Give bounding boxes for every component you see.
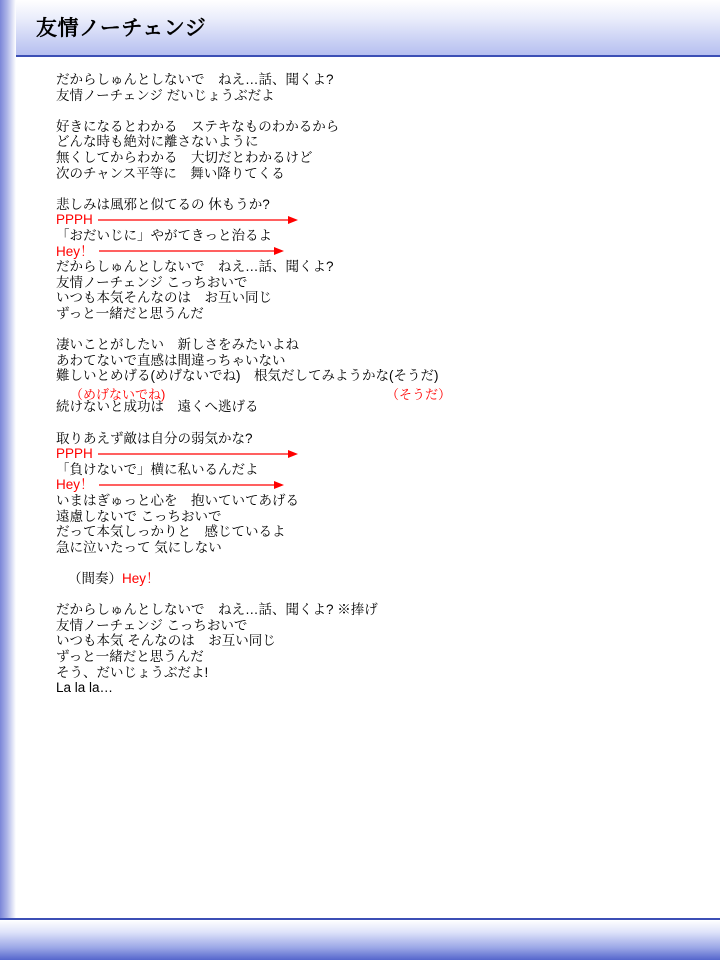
lyric-spacer <box>56 322 676 338</box>
lyric-line: 続けないと成功は 遠くへ逃げる <box>56 399 259 415</box>
slide-footer <box>0 920 720 960</box>
lyric-spacer <box>56 587 676 603</box>
response-annotation-line <box>56 384 676 400</box>
right-arrow-icon <box>99 245 284 257</box>
lyric-line: あわてないで直感は間違っちゃいない <box>56 352 286 368</box>
interlude-call-label: Hey！ <box>122 571 160 586</box>
lyric-line: いつも本気そんなのは お互い同じ <box>56 290 272 306</box>
lyric-line: 好きになるとわかる ステキなものわかるから <box>56 118 340 134</box>
lyric-line: どんな時も絶対に離さないように <box>56 134 259 150</box>
lyric-line: いまはぎゅっと心を 抱いていてあげる <box>56 493 299 509</box>
lyric-line: 友情ノーチェンジ こっちおいで <box>56 274 248 290</box>
lyric-line: ずっと一緒だと思うんだ <box>56 648 204 664</box>
lyric-line: 難しいとめげる(めげないでね) 根気だしてみようかな(そうだ) <box>56 368 439 384</box>
interlude-line <box>56 571 676 587</box>
call-cue-label: PPPH <box>56 212 93 228</box>
call-cue-line <box>56 212 676 228</box>
lyric-line: だからしゅんとしないで ねえ…話、聞くよ? <box>56 72 334 87</box>
lyric-line: 凄いことがしたい 新しさをみたいよね <box>56 337 299 353</box>
lyric-line: 友情ノーチェンジ だいじょうぶだよ <box>56 87 275 103</box>
call-cue-line <box>56 477 676 493</box>
lyric-line: 取りあえず敵は自分の弱気かな? <box>56 430 253 446</box>
lyrics-body <box>56 72 676 696</box>
lyric-line: 次のチャンス平等に 舞い降りてくる <box>56 165 285 181</box>
lyric-line: だからしゅんとしないで ねえ…話、聞くよ? <box>56 259 334 275</box>
interlude-label: （間奏） <box>68 571 122 586</box>
lyric-spacer <box>56 415 676 431</box>
response-annotation-right: （そうだ） <box>386 386 452 402</box>
call-cue-label: PPPH <box>56 446 93 462</box>
lyric-spacer <box>56 103 676 119</box>
lyric-line: 「負けないで」横に私いるんだよ <box>56 461 259 477</box>
lyric-line: 「おだいじに」やがてきっと治るよ <box>56 227 272 243</box>
left-decorative-bar <box>0 0 16 960</box>
lyric-line: 無くしてからわかる 大切だとわかるけど <box>56 149 313 165</box>
lyric-line: 急に泣いたって 気にしない <box>56 539 222 555</box>
call-cue-line <box>56 446 676 462</box>
lyric-line: La la la… <box>56 680 114 696</box>
right-arrow-icon <box>99 479 284 491</box>
lyric-spacer <box>56 555 676 571</box>
lyric-line: だって本気しっかりと 感じているよ <box>56 524 286 540</box>
call-cue-line <box>56 244 676 260</box>
lyric-line: そう、だいじょうぶだよ! <box>56 664 209 680</box>
lyric-line: 遠慮しないで こっちおいで <box>56 508 222 524</box>
call-cue-label: Hey！ <box>56 243 94 259</box>
lyric-line: 悲しみは風邪と似てるの 休もうか? <box>56 196 270 212</box>
right-arrow-icon <box>98 214 298 226</box>
lyric-line: 友情ノーチェンジ こっちおいで <box>56 617 248 633</box>
page-title: 友情ノーチェンジ <box>36 17 207 40</box>
lyric-line: いつも本気 そんなのは お互い同じ <box>56 633 276 649</box>
lyric-spacer <box>56 181 676 197</box>
lyric-line: ずっと一緒だと思うんだ <box>56 305 204 321</box>
response-annotation-left: （めげないでね) <box>70 386 166 402</box>
call-cue-label: Hey！ <box>56 477 94 493</box>
lyric-line: だからしゅんとしないで ねえ…話、聞くよ? ※捧げ <box>56 602 378 618</box>
right-arrow-icon <box>98 448 298 460</box>
slide-header <box>16 0 720 57</box>
